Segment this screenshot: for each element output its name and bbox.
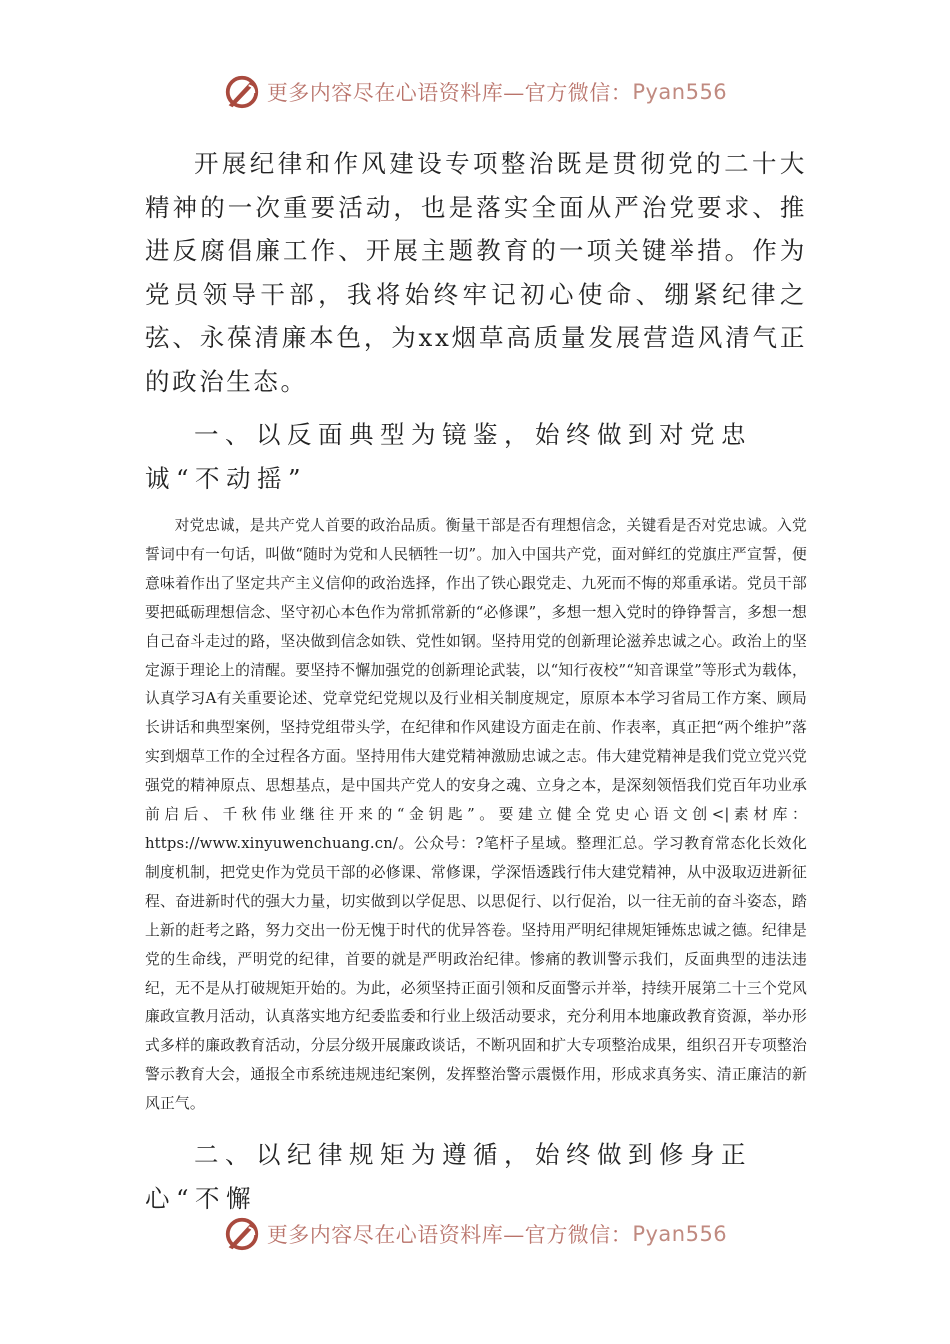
section-heading-2: 二、以纪律规矩为遵循，始终做到修身正心“不懈 bbox=[145, 1140, 752, 1213]
watermark-wechat-id: Pyan556 bbox=[632, 1222, 728, 1246]
watermark-text: 更多内容尽在心语资料库—官方微信： bbox=[266, 81, 633, 105]
watermark-text: 更多内容尽在心语资料库—官方微信： bbox=[266, 1223, 633, 1247]
pen-circle-logo-icon bbox=[223, 1215, 261, 1253]
pen-circle-logo-icon bbox=[223, 73, 261, 111]
watermark-banner-bottom bbox=[0, 1212, 950, 1256]
intro-paragraph: 开展纪律和作风建设专项整治既是贯彻党的二十大精神的一次重要活动，也是落实全面从严治党要求、推进反腐倡廉工作、开展主题教育的一项关键举措。作为党员领导干部，我将始终牢记初心使命、绷紧纪律之弦、永葆清廉本色，为xx烟草高质量发展营造风清气正的政治生态。 bbox=[145, 149, 807, 396]
watermark-banner-top bbox=[0, 70, 950, 114]
watermark-wechat-id: Pyan556 bbox=[632, 80, 728, 104]
section-heading-1: 一、以反面典型为镜鉴，始终做到对党忠诚“不动摇” bbox=[145, 420, 752, 493]
section-1-body: 对党忠诚，是共产党人首要的政治品质。衡量干部是否有理想信念，关键看是否对党忠诚。入党誓词中有一句话，叫做“随时为党和人民牺牲一切”。加入中国共产党，面对鲜红的党旗庄严宣誓，便意味着作出了坚定共产主义信仰的政治选择，作出了铁心跟党走、九死而不悔的郑重承诺。党员干部要把砥砺理想信念、坚守初心本色作为常抓常新的“必修课”，多想一想入党时的铮铮誓言，多想一想自己奋斗走过的路，坚决做到信念如铁、党性如钢。坚持用党的创新理论滋养忠诚之心。政治上的坚定源于理论上的清醒。要坚持不懈加强党的创新理论武装，以“知行夜校”“知音课堂”等形式为载体，认真学习A有关重要论述、党章党纪党规以及行业相关制度规定，原原本本学习省局工作方案、顾局长讲话和典型案例，坚持党组带头学，在纪律和作风建设方面走在前、作表率，真正把“两个维护”落实到烟草工作的全过程各方面。坚持用伟大建党精神激励忠诚之志。伟大建党精神是我们党立党兴党强党的精神原点、思想基点，是中国共产党人的安身之魂、立身之本，是深刻领悟我们党百年功业承前启后、千秋伟业继往开来的“金钥匙”。要建立健全党史心语文创<|素材库：https://www.xinyuwenchuang.cn/。公众号：?笔杆子星域。整理汇总。学习教育常态化长效化制度机制，把党史作为党员干部的必修课、常修课，学深悟透践行伟大建党精神，从中汲取迈进新征程、奋进新时代的强大力量，切实做到以学促思、以思促行、以行促治，以一往无前的奋斗姿态，踏上新的赶考之路，努力交出一份无愧于时代的优异答卷。坚持用严明纪律规矩锤炼忠诚之德。纪律是党的生命线，严明党的纪律，首要的就是严明政治纪律。惨痛的教训警示我们，反面典型的违法违纪，无不是从打破规矩开始的。为此，必须坚持正面引领和反面警示并举，持续开展第二十三个党风廉政宣教月活动，认真落实地方纪委监委和行业上级活动要求，充分利用本地廉政教育资源，举办形式多样的廉政教育活动，分层分级开展廉政谈话，不断巩固和扩大专项整治成果，组织召开专项整治警示教育大会，通报全市系统违规违纪案例，发挥整治警示震慑作用，形成求真务实、清正廉洁的新风正气。 bbox=[145, 517, 807, 1113]
document-body bbox=[145, 142, 807, 1220]
